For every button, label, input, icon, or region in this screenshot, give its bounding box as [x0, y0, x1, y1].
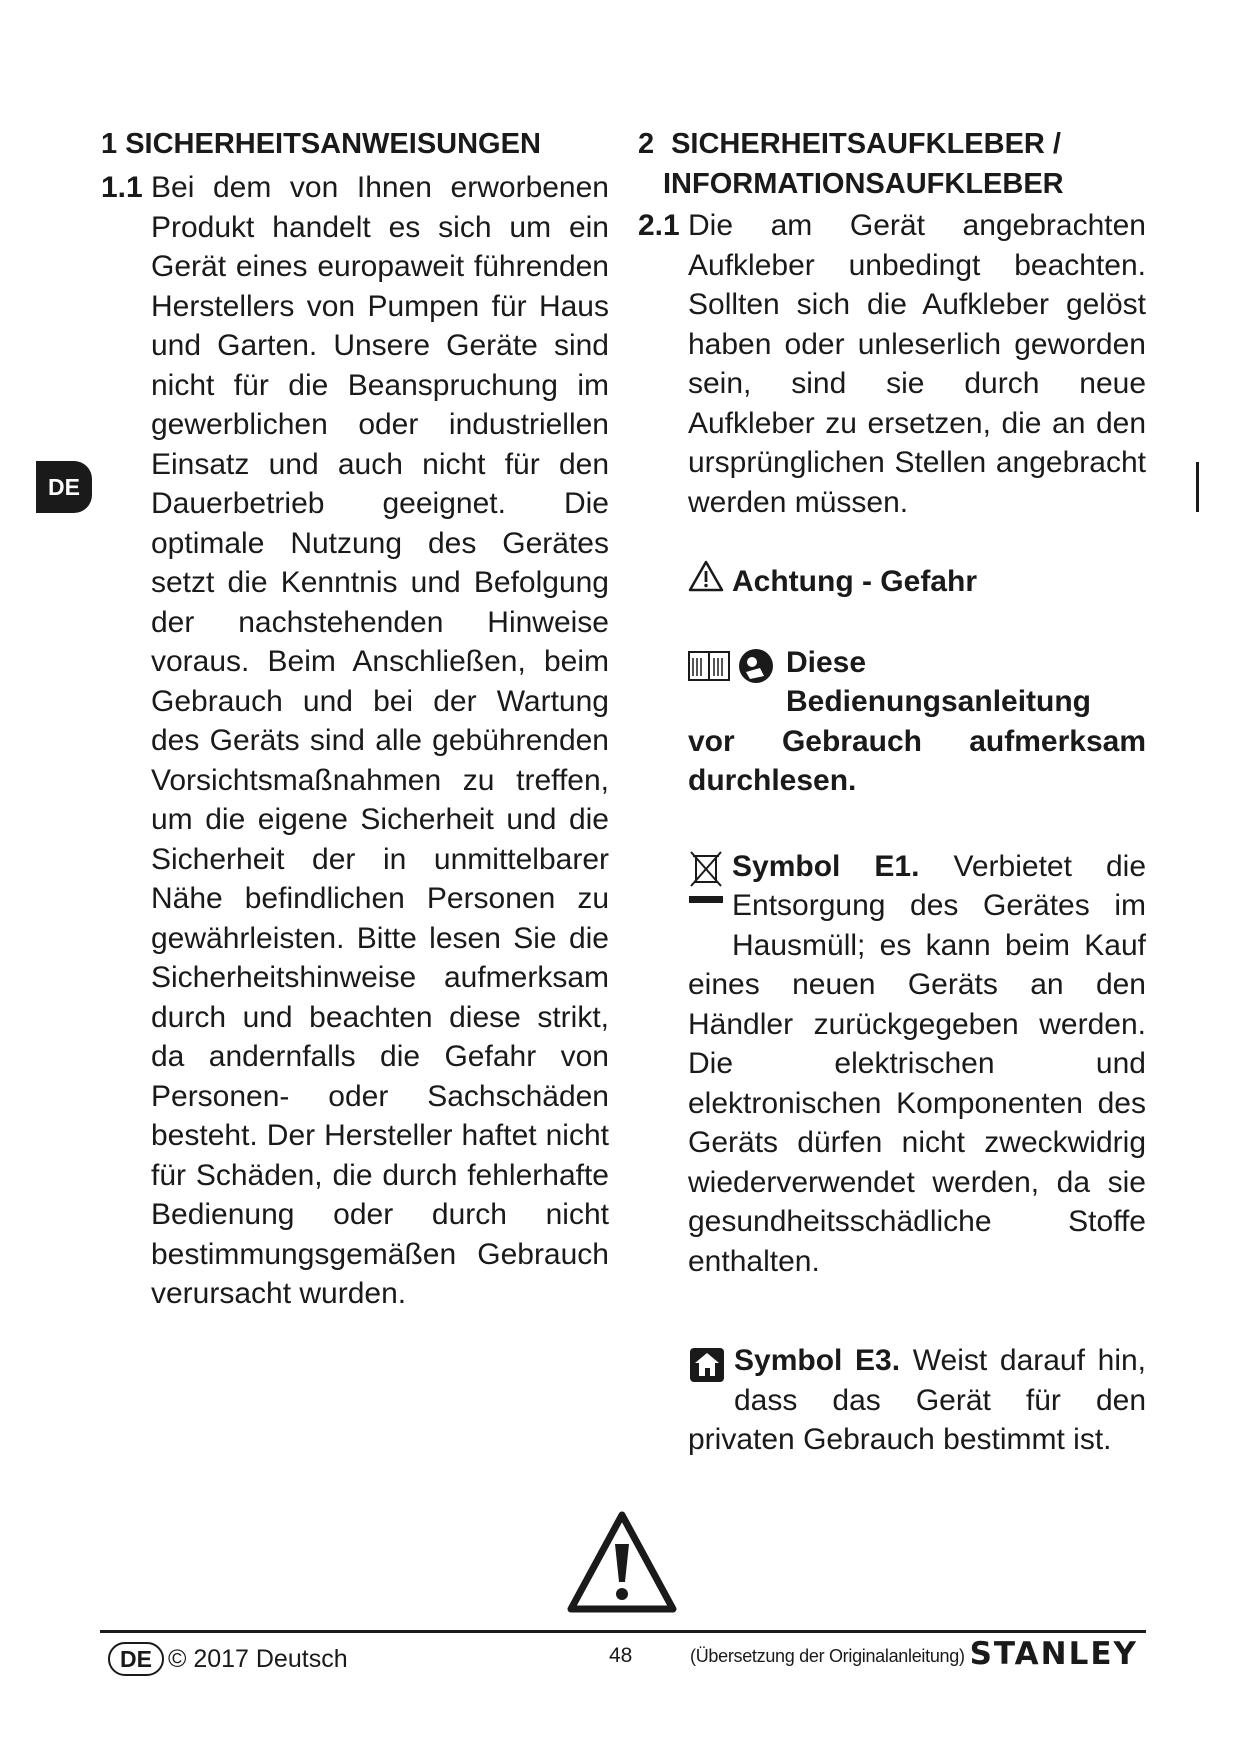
paragraph-2-1-text: Die am Gerät angebrachten Aufkleber unbedingt beachten. Sollten sich die Aufkleber gelöst haben oder unleserlich geworden sein, sind sie durch neue Aufkleber zu ersetzen, die an den ursprünglichen Stellen angebracht werden müssen. — [688, 209, 1146, 519]
footer-rule — [100, 1630, 1146, 1633]
paragraph-1-1 — [101, 168, 609, 1314]
paragraph-1-1-text: Bei dem von Ihnen erworbenen Produkt handelt es sich um ein Gerät eines europaweit führenden Herstellers von Pumpen für Haus und Garten. Unsere Geräte sind nicht für die Beanspruchung im gewerblichen oder industriellen Einsatz und auch nicht für den Dauerbetrieb geeignet. Die optimale Nutzung des Gerätes setzt die Kenntnis und Befolgung der nachstehenden Hinweise voraus. Beim Anschließen, beim Gebrauch und bei der Wartung des Geräts sind alle gebührenden Vorsichtsmaßnahmen zu treffen, um die eigene Sicherheit und die Sicherheit der in unmittelbarer Nähe befindlichen Personen zu gewährleisten. Bitte lesen Sie die Sicherheitshinweise aufmerksam durch und beachten diese strikt, da andernfalls die Gefahr von Personen- oder Sachschäden besteht. Der Hersteller haftet nicht für Schäden, die durch fehlerhafte Bedienung oder durch nicht bestimmungsgemäßen Gebrauch verursacht wurden. — [151, 171, 609, 1310]
translation-note: (Übersetzung der Originalanleitung) — [690, 1646, 965, 1666]
left-column — [101, 124, 609, 1314]
symbol-e3-text: Weist darauf hin, dass das Gerät für den privaten Gebrauch bestimmt ist. — [688, 1344, 1146, 1456]
section-2-title-line1: SICHERHEITSAUFKLEBER / — [671, 128, 1061, 160]
paragraph-2-1-number: 2.1 — [638, 209, 680, 242]
warning-label: Achtung - Gefahr — [732, 564, 977, 598]
crossed-bin-icon — [688, 850, 724, 933]
right-column — [638, 124, 1146, 1460]
symbol-e3-label: Symbol E3. — [734, 1344, 901, 1377]
page-footer — [100, 1638, 1146, 1688]
warning-triangle-icon — [688, 560, 724, 603]
section-1-number: 1 — [101, 128, 118, 160]
footer-language-badge: DE — [108, 1642, 164, 1676]
read-instructions-icon — [739, 649, 773, 683]
edge-marker — [1196, 462, 1199, 512]
large-warning-icon — [567, 1510, 677, 1614]
danger-warning-row — [688, 560, 1146, 603]
section-2-heading — [638, 124, 1146, 204]
footer-left — [108, 1642, 348, 1676]
paragraph-1-1-number: 1.1 — [101, 171, 143, 204]
brand-logo: STANLEY — [969, 1636, 1138, 1672]
house-icon — [688, 1344, 726, 1395]
section-1-title: SICHERHEITSANWEISUNGEN — [125, 128, 541, 160]
manual-icons — [688, 646, 778, 697]
symbol-e3-notice — [688, 1341, 1146, 1460]
language-tab: DE — [36, 461, 92, 513]
paragraph-2-1 — [638, 206, 1146, 522]
section-2-title-line2: INFORMATIONSAUFKLEBER — [663, 168, 1064, 200]
read-manual-notice — [688, 643, 1146, 801]
manual-book-icon — [689, 652, 729, 680]
symbol-e1-label: Symbol E1. — [732, 849, 920, 883]
page-number: 48 — [609, 1644, 633, 1667]
manual-notice-text: Diese Bedienungsanleitung vor Gebrauch aufmerksam durchlesen. — [688, 645, 1146, 797]
symbol-e1-notice — [688, 847, 1146, 1282]
section-1-heading — [101, 124, 609, 164]
footer-copyright: © 2017 Deutsch — [167, 1644, 348, 1673]
symbol-e1-text: Verbietet die Entsorgung des Gerätes im Hausmüll; es kann beim Kauf eines neuen Geräts an den Händler zurückgegeben werden. Die elektrischen und elektronischen Komponenten des Geräts dürfen nicht zweckwidrig wiederverwendet werden, da sie gesundheitsschädliche Stoffe enthalten. — [688, 849, 1147, 1278]
section-2-number: 2 — [638, 128, 655, 160]
